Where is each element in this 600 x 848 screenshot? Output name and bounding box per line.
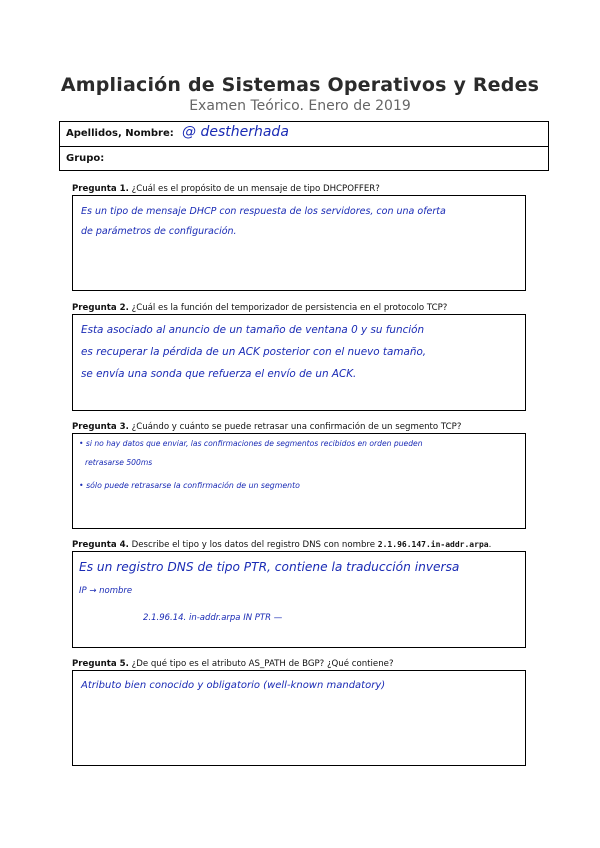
question-4-text-end: . — [488, 540, 492, 550]
question-3 — [72, 422, 461, 432]
exam-title: Ampliación de Sistemas Operativos y Redes — [60, 74, 540, 96]
answer-3-line-1: • si no hay datos que enviar, las confirmaciones de segmentos recibidos en orden pueden — [79, 439, 423, 448]
question-1-text: ¿Cuál es el propósito de un mensaje de tipo DHCPOFFER? — [131, 184, 380, 194]
name-row — [60, 122, 548, 147]
answer-box-4[interactable] — [72, 551, 526, 648]
name-label: Apellidos, Nombre: — [66, 128, 174, 139]
answer-box-2[interactable] — [72, 314, 526, 411]
question-5 — [72, 659, 394, 669]
answer-4-line-2: IP → nombre — [79, 586, 133, 596]
question-4 — [72, 540, 491, 550]
question-4-text: Describe el tipo y los datos del registro DNS con nombre — [131, 540, 376, 550]
answer-4-line-1: Es un registro DNS de tipo PTR, contiene la traducción inversa — [79, 560, 460, 574]
answer-2-line-3: se envía una sonda que refuerza el envío de un ACK. — [81, 368, 357, 380]
answer-3-line-2: retrasarse 500ms — [85, 458, 153, 467]
identification-box — [59, 121, 549, 171]
answer-2-line-2: es recuperar la pérdida de un ACK posterior con el nuevo tamaño, — [81, 346, 427, 358]
question-2 — [72, 303, 447, 313]
group-row — [60, 147, 548, 172]
answer-box-1[interactable] — [72, 195, 526, 291]
question-5-number: Pregunta 5. — [72, 659, 129, 669]
question-2-number: Pregunta 2. — [72, 303, 129, 313]
answer-1-line-2: de parámetros de configuración. — [81, 226, 237, 237]
answer-box-3[interactable] — [72, 433, 526, 529]
answer-2-line-1: Esta asociado al anuncio de un tamaño de ventana 0 y su función — [81, 324, 425, 336]
name-value[interactable]: @ destherhada — [182, 124, 289, 140]
question-2-text: ¿Cuál es la función del temporizador de persistencia en el protocolo TCP? — [131, 303, 448, 313]
answer-box-5[interactable] — [72, 670, 526, 766]
exam-subtitle: Examen Teórico. Enero de 2019 — [189, 98, 411, 114]
question-5-text: ¿De qué tipo es el atributo AS_PATH de BGP? ¿Qué contiene? — [131, 659, 394, 669]
question-3-number: Pregunta 3. — [72, 422, 129, 432]
answer-5-line-1: Atributo bien conocido y obligatorio (well-known mandatory) — [81, 680, 386, 691]
answer-4-line-3: 2.1.96.14. in-addr.arpa IN PTR — — [143, 613, 283, 623]
answer-1-line-1: Es un tipo de mensaje DHCP con respuesta de los servidores, con una oferta — [81, 206, 446, 217]
question-1 — [72, 184, 380, 194]
question-4-code: 2.1.96.147.in-addr.arpa — [377, 540, 489, 549]
question-1-number: Pregunta 1. — [72, 184, 129, 194]
group-label: Grupo: — [66, 153, 105, 164]
answer-3-line-3: • sólo puede retrasarse la confirmación de un segmento — [79, 481, 300, 490]
question-3-text: ¿Cuándo y cuánto se puede retrasar una confirmación de un segmento TCP? — [131, 422, 462, 432]
question-4-number: Pregunta 4. — [72, 540, 129, 550]
